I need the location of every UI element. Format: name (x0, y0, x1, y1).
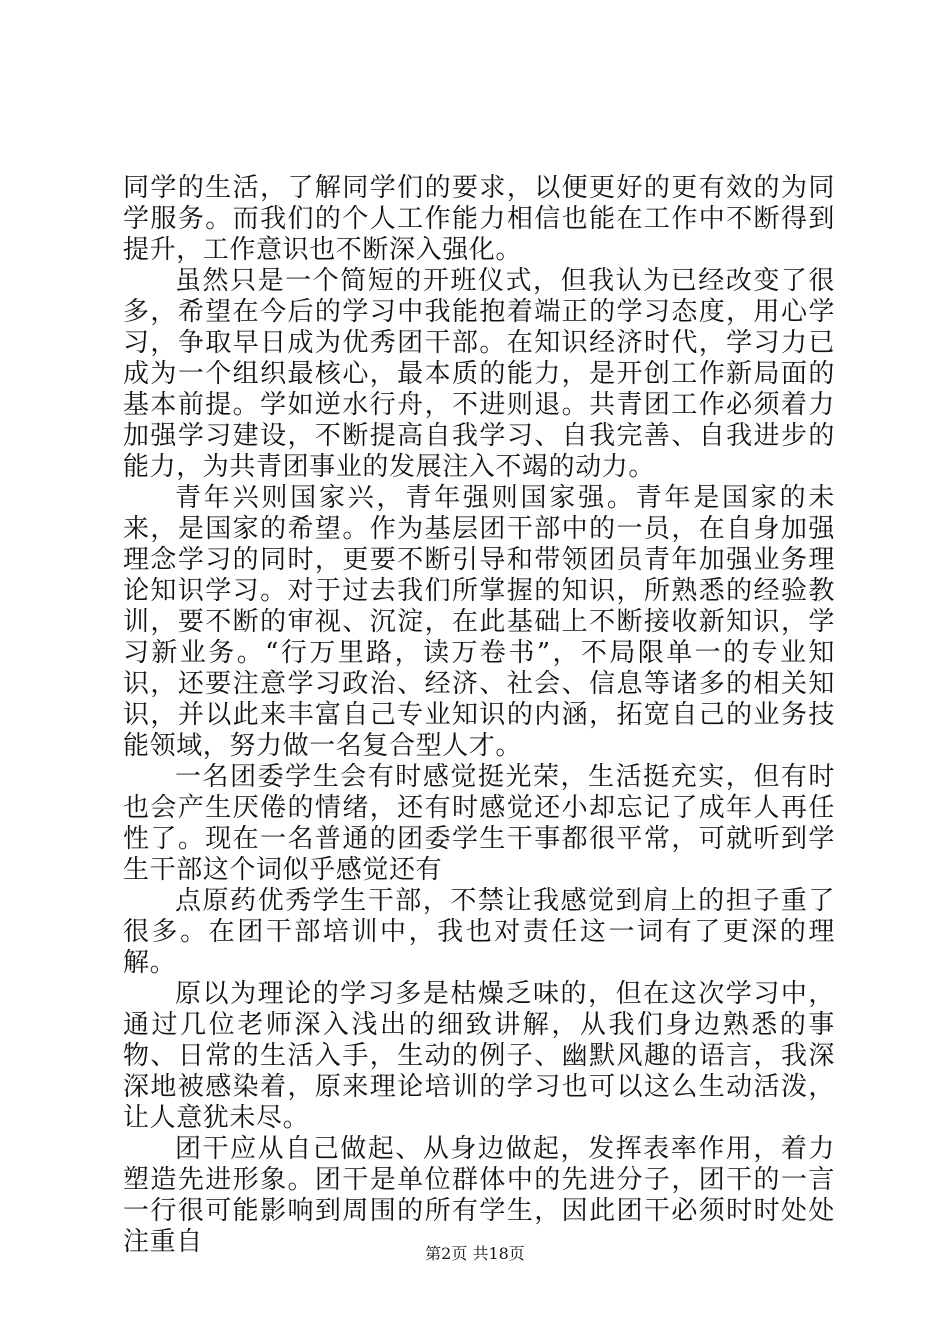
paragraph-7: 团干应从自己做起、从身边做起，发挥表率作用，着力塑造先进形象。团干是单位群体中的先进分子，团干的一言一行很可能影响到周围的所有学生，因此团干必须时时处处注重自 (123, 1134, 835, 1257)
page-footer (0, 1244, 950, 1264)
paragraph-1: 同学的生活，了解同学们的要求，以便更好的更有效的为同学服务。而我们的个人工作能力相信也能在工作中不断得到提升，工作意识也不断深入强化。 (123, 173, 835, 265)
paragraph-5: 点原药优秀学生干部，不禁让我感觉到肩上的担子重了很多。在团干部培训中，我也对责任这一词有了更深的理解。 (123, 886, 835, 978)
document-body (123, 173, 835, 1258)
paragraph-3: 青年兴则国家兴，青年强则国家强。青年是国家的未来，是国家的希望。作为基层团干部中的一员，在自身加强理念学习的同时，更要不断引导和带领团员青年加强业务理论知识学习。对于过去我们所掌握的知识，所熟悉的经验教训，要不断的审视、沉淀，在此基础上不断接收新知识，学习新业务。“行万里路，读万卷书”，不局限单一的专业知识，还要注意学习政治、经济、社会、信息等诸多的相关知识，并以此来丰富自己专业知识的内涵，拓宽自己的业务技能领域，努力做一名复合型人才。 (123, 483, 835, 761)
paragraph-4: 一名团委学生会有时感觉挺光荣，生活挺充实，但有时也会产生厌倦的情绪，还有时感觉还小却忘记了成年人再任性了。现在一名普通的团委学生干事都很平常，可就听到学生干部这个词似乎感觉还有 (123, 762, 835, 885)
paragraph-2: 虽然只是一个简短的开班仪式，但我认为已经改变了很多，希望在今后的学习中我能抱着端正的学习态度，用心学习，争取早日成为优秀团干部。在知识经济时代，学习力已成为一个组织最核心，最本质的能力，是开创工作新局面的基本前提。学如逆水行舟，不进则退。共青团工作必须着力加强学习建设，不断提高自我学习、自我完善、自我进步的能力，为共青团事业的发展注入不竭的动力。 (123, 266, 835, 482)
page-number-label: 第2页 共18页 (425, 1244, 525, 1263)
paragraph-6: 原以为理论的学习多是枯燥乏味的，但在这次学习中，通过几位老师深入浅出的细致讲解，从我们身边熟悉的事物、日常的生活入手，生动的例子、幽默风趣的语言，我深深地被感染着，原来理论培训的学习也可以这么生动活泼，让人意犹未尽。 (123, 979, 835, 1133)
